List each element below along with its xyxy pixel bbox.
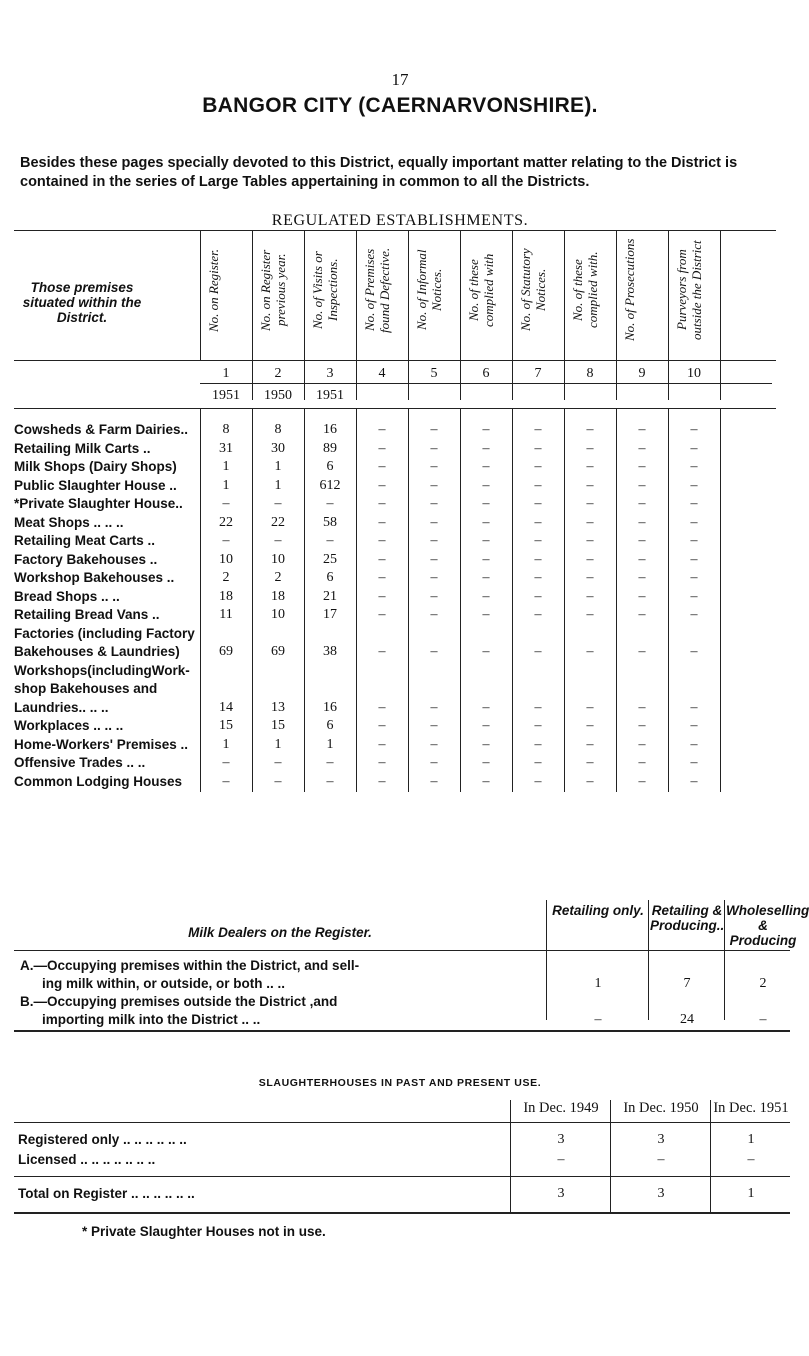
table-cell: – <box>326 533 334 548</box>
table-cell: 6 <box>326 718 334 733</box>
table-cell: – <box>326 755 334 770</box>
milk-cell: – <box>594 1012 602 1027</box>
table-cell: – <box>534 736 542 752</box>
table-cell: – <box>638 459 646 474</box>
row-label: Workplaces .. .. .. <box>14 718 124 733</box>
table-cell: – <box>274 496 282 511</box>
column-number: 8 <box>586 366 594 381</box>
table-cell: – <box>430 699 438 715</box>
table-cell: 58 <box>323 514 337 530</box>
intro-paragraph: Besides these pages specially devoted to this District, equally important matter relating to the District is contained in the series of Large Tables appertaining in common to all the Districts. <box>20 155 738 190</box>
milk-row-label: A.—Occupying premises within the District, and sell- <box>20 958 360 973</box>
table-cell: – <box>482 422 490 437</box>
table-cell: 15 <box>271 718 285 733</box>
table-cell: 25 <box>323 551 337 567</box>
column-year: 1951 <box>212 388 240 403</box>
table-cell: – <box>222 533 230 548</box>
column-header: Purveyors from outside the District <box>674 240 704 340</box>
rule <box>512 408 513 792</box>
table-cell: – <box>378 607 386 622</box>
table-cell: – <box>638 755 646 770</box>
table-cell: – <box>430 718 438 733</box>
table-cell: – <box>430 477 438 493</box>
table-cell: 18 <box>219 588 233 604</box>
table-cell: 69 <box>219 644 233 659</box>
rule <box>460 408 461 792</box>
table-cell: – <box>534 699 542 715</box>
table-cell: – <box>586 607 594 622</box>
slaughter-cell: – <box>657 1152 665 1167</box>
table-cell: – <box>690 514 698 530</box>
table-cell: – <box>638 496 646 511</box>
milk-column-header: Retailing & Producing.. <box>650 903 725 933</box>
milk-column-header: Wholeselling & Producing <box>726 903 809 948</box>
table-cell: – <box>482 755 490 770</box>
table-cell: – <box>586 644 594 659</box>
rule <box>14 1212 790 1214</box>
table-cell: – <box>586 496 594 511</box>
table-cell: – <box>638 644 646 659</box>
table-cell: – <box>430 736 438 752</box>
table-cell: 11 <box>219 607 233 622</box>
table-cell: – <box>534 496 542 511</box>
table-cell: 17 <box>323 607 337 622</box>
table-cell: – <box>586 699 594 715</box>
slaughter-cell: – <box>747 1152 755 1167</box>
column-header: No. of Premises found Defective. <box>362 247 392 333</box>
column-number: 1 <box>222 366 230 381</box>
table-cell: – <box>690 477 698 493</box>
table-cell: – <box>378 755 386 770</box>
table-cell: – <box>638 422 646 437</box>
row-label: Offensive Trades .. .. <box>14 755 146 770</box>
table-cell: 612 <box>319 477 341 493</box>
column-header: No. of Informal Notices. <box>414 249 444 331</box>
slaughter-row-label: Registered only .. .. .. .. .. .. <box>18 1132 187 1147</box>
table-cell: – <box>690 533 698 548</box>
column-number: 7 <box>534 366 542 381</box>
table-cell: – <box>638 440 646 456</box>
table-cell: – <box>482 736 490 752</box>
column-number: 2 <box>274 366 282 381</box>
table-cell: – <box>482 514 490 530</box>
table-cell: 1 <box>326 736 334 752</box>
table-cell: – <box>586 773 594 789</box>
row-label: Workshops(includingWork- <box>14 662 190 678</box>
table-cell: – <box>430 755 438 770</box>
table-cell: 1 <box>274 736 282 752</box>
column-header: No. of these complied with <box>466 253 496 327</box>
page-title: BANGOR CITY (CAERNARVONSHIRE). <box>202 94 598 117</box>
table-cell: 31 <box>219 440 233 456</box>
table-cell: – <box>690 607 698 622</box>
table-cell: – <box>690 773 698 789</box>
table-cell: – <box>534 773 542 789</box>
table-cell: – <box>378 459 386 474</box>
table-cell: – <box>430 440 438 456</box>
table-cell: – <box>638 588 646 604</box>
table-cell: – <box>638 736 646 752</box>
table-cell: – <box>326 773 334 789</box>
table-cell: – <box>638 773 646 789</box>
row-label: Factories (including Factory <box>14 625 195 641</box>
column-number: 5 <box>430 366 438 381</box>
slaughter-total-cell: 1 <box>747 1186 755 1201</box>
milk-column-header: Retailing only. <box>552 903 644 918</box>
table-cell: – <box>482 533 490 548</box>
table-cell: 16 <box>323 422 337 437</box>
rule <box>724 900 725 1020</box>
table-cell: – <box>222 496 230 511</box>
table-cell: – <box>586 588 594 604</box>
slaughter-total-label: Total on Register .. .. .. .. .. .. <box>18 1186 195 1201</box>
table-cell: – <box>482 459 490 474</box>
table-cell: – <box>586 422 594 437</box>
table-cell: – <box>690 422 698 437</box>
table-cell: – <box>378 644 386 659</box>
rule <box>200 230 201 360</box>
table-cell: 18 <box>271 588 285 604</box>
table-cell: 8 <box>274 422 282 437</box>
table-cell: – <box>378 477 386 493</box>
rule <box>200 383 772 384</box>
table-cell: – <box>482 440 490 456</box>
table-cell: 10 <box>271 607 285 622</box>
rule <box>14 950 790 951</box>
table-cell: 16 <box>323 699 337 715</box>
slaughter-column-header: In Dec. 1950 <box>623 1100 699 1116</box>
rule <box>610 1100 611 1212</box>
table-cell: 15 <box>219 718 233 733</box>
table-cell: – <box>534 459 542 474</box>
table-cell: – <box>326 496 334 511</box>
milk-cell: 1 <box>594 976 602 991</box>
slaughter-cell: – <box>557 1152 565 1167</box>
table-cell: – <box>534 718 542 733</box>
table-cell: 13 <box>271 699 285 715</box>
rule <box>668 408 669 792</box>
row-label: *Private Slaughter House.. <box>14 496 183 511</box>
column-number: 3 <box>326 366 334 381</box>
regulated-establishments-title: REGULATED ESTABLISHMENTS. <box>271 212 529 229</box>
table-cell: 30 <box>271 440 285 456</box>
table-cell: – <box>638 607 646 622</box>
table-cell: – <box>586 533 594 548</box>
table-cell: – <box>274 755 282 770</box>
row-label: Workshop Bakehouses .. <box>14 570 175 585</box>
table-cell: 69 <box>271 644 285 659</box>
table-cell: – <box>430 607 438 622</box>
milk-cell: 7 <box>683 976 691 991</box>
table-cell: – <box>586 440 594 456</box>
column-header: No. on Register. <box>206 248 221 332</box>
table-cell: – <box>482 718 490 733</box>
row-label: shop Bakehouses and <box>14 681 158 696</box>
milk-row-label: ing milk within, or outside, or both .. .. <box>42 976 285 991</box>
rule <box>14 1176 790 1177</box>
slaughter-cell: 3 <box>657 1132 665 1147</box>
column-header: No. of Visits or Inspections. <box>310 251 340 329</box>
row-label: Retailing Bread Vans .. <box>14 607 160 622</box>
table-cell: – <box>690 699 698 715</box>
rule <box>14 1030 790 1032</box>
table-cell: – <box>534 755 542 770</box>
row-label: Common Lodging Houses <box>14 773 182 789</box>
slaughter-column-header: In Dec. 1951 <box>713 1100 789 1116</box>
table-cell: – <box>690 496 698 511</box>
column-header: No. of Prosecutions <box>622 238 637 342</box>
table-cell: – <box>222 755 230 770</box>
table-cell: – <box>430 496 438 511</box>
milk-dealers-header: Milk Dealers on the Register. <box>188 925 372 940</box>
table-cell: – <box>534 514 542 530</box>
row-label: Meat Shops .. .. .. <box>14 514 124 530</box>
milk-cell: – <box>759 1012 767 1027</box>
row-label: Bread Shops .. .. <box>14 588 120 604</box>
table-cell: – <box>378 570 386 585</box>
row-label: Milk Shops (Dairy Shops) <box>14 459 177 474</box>
table-cell: – <box>378 588 386 604</box>
table-cell: – <box>482 588 490 604</box>
rule <box>252 408 253 792</box>
slaughterhouses-title: SLAUGHTERHOUSES IN PAST AND PRESENT USE. <box>258 1077 542 1089</box>
table-cell: – <box>378 496 386 511</box>
table-cell: – <box>586 514 594 530</box>
table-cell: – <box>586 736 594 752</box>
table-cell: – <box>534 477 542 493</box>
table-cell: 22 <box>219 514 233 530</box>
rule <box>564 408 565 792</box>
slaughter-cell: 1 <box>747 1132 755 1147</box>
rule <box>14 1122 790 1123</box>
table-cell: – <box>378 773 386 789</box>
table-cell: – <box>690 755 698 770</box>
table-cell: – <box>586 477 594 493</box>
table-cell: – <box>430 551 438 567</box>
row-label: Public Slaughter House .. <box>14 477 177 493</box>
column-number: 6 <box>482 366 490 381</box>
table-cell: – <box>482 699 490 715</box>
rule <box>720 408 721 792</box>
table-cell: – <box>638 570 646 585</box>
table-cell: – <box>534 422 542 437</box>
table-cell: – <box>378 514 386 530</box>
table-cell: – <box>482 496 490 511</box>
column-header: No. of Statutory Notices. <box>518 248 548 332</box>
table-cell: – <box>586 551 594 567</box>
table-cell: 1 <box>222 736 230 752</box>
table-cell: – <box>378 699 386 715</box>
table-cell: – <box>482 644 490 659</box>
table-cell: – <box>638 477 646 493</box>
slaughter-row-label: Licensed .. .. .. .. .. .. .. <box>18 1152 156 1167</box>
table-cell: – <box>690 570 698 585</box>
table-cell: – <box>378 736 386 752</box>
table-cell: 2 <box>274 570 282 585</box>
table-cell: 14 <box>219 699 233 715</box>
table-cell: – <box>430 588 438 604</box>
rule <box>720 230 721 400</box>
table-cell: – <box>586 718 594 733</box>
table-cell: – <box>534 533 542 548</box>
milk-cell: 2 <box>759 976 767 991</box>
premises-header: Those premises situated within the District. <box>22 280 142 325</box>
table-cell: 8 <box>222 422 230 437</box>
milk-row-label: importing milk into the District .. .. <box>42 1012 261 1027</box>
table-cell: 1 <box>222 459 230 474</box>
table-cell: – <box>378 533 386 548</box>
table-cell: – <box>534 588 542 604</box>
column-year: 1951 <box>316 388 344 403</box>
table-cell: 38 <box>323 644 337 659</box>
table-cell: – <box>482 607 490 622</box>
table-cell: – <box>482 477 490 493</box>
milk-row-label: B.—Occupying premises outside the District ,and <box>20 994 338 1009</box>
column-number: 4 <box>378 366 386 381</box>
page-number: 17 <box>391 70 409 89</box>
row-label: Home-Workers' Premises .. <box>14 736 189 752</box>
table-cell: – <box>274 533 282 548</box>
footnote: * Private Slaughter Houses not in use. <box>82 1224 326 1239</box>
row-label: Factory Bakehouses .. <box>14 551 158 567</box>
table-cell: 6 <box>326 459 334 474</box>
column-number: 9 <box>638 366 646 381</box>
rule <box>648 900 649 1020</box>
table-cell: – <box>534 644 542 659</box>
table-cell: – <box>586 755 594 770</box>
table-cell: 2 <box>222 570 230 585</box>
rule <box>356 408 357 792</box>
table-cell: – <box>534 607 542 622</box>
table-cell: – <box>378 440 386 456</box>
table-cell: – <box>690 588 698 604</box>
column-year: 1950 <box>264 388 292 403</box>
table-cell: – <box>638 699 646 715</box>
column-header: No. of these complied with. <box>570 251 600 329</box>
rule <box>510 1100 511 1212</box>
table-cell: – <box>586 570 594 585</box>
table-cell: 22 <box>271 514 285 530</box>
table-cell: – <box>534 551 542 567</box>
row-label: Retailing Milk Carts .. <box>14 440 151 456</box>
table-cell: – <box>638 551 646 567</box>
table-cell: – <box>690 459 698 474</box>
table-cell: – <box>482 551 490 567</box>
table-cell: – <box>638 514 646 530</box>
rule <box>14 408 776 409</box>
table-cell: – <box>586 459 594 474</box>
table-cell: 1 <box>274 477 282 493</box>
table-cell: – <box>222 773 230 789</box>
table-cell: – <box>690 551 698 567</box>
rule <box>546 900 547 1020</box>
column-number: 10 <box>687 366 701 381</box>
table-cell: 10 <box>271 551 285 567</box>
rule <box>710 1100 711 1212</box>
rule <box>408 408 409 792</box>
table-cell: – <box>638 718 646 733</box>
table-cell: – <box>430 422 438 437</box>
row-label: Cowsheds & Farm Dairies.. <box>14 422 189 437</box>
table-cell: 21 <box>323 588 337 604</box>
table-cell: 1 <box>222 477 230 493</box>
table-cell: – <box>638 533 646 548</box>
table-cell: – <box>690 736 698 752</box>
table-cell: – <box>378 422 386 437</box>
table-cell: – <box>378 718 386 733</box>
table-cell: – <box>430 570 438 585</box>
table-cell: – <box>378 551 386 567</box>
table-cell: – <box>534 570 542 585</box>
table-cell: 6 <box>326 570 334 585</box>
slaughter-total-cell: 3 <box>657 1186 665 1201</box>
table-cell: – <box>690 718 698 733</box>
rule <box>304 408 305 792</box>
milk-cell: 24 <box>680 1012 694 1027</box>
table-cell: – <box>430 773 438 789</box>
rule <box>14 360 776 361</box>
row-label: Bakehouses & Laundries) <box>14 644 180 659</box>
table-cell: 10 <box>219 551 233 567</box>
slaughter-total-cell: 3 <box>557 1186 565 1201</box>
rule <box>616 408 617 792</box>
column-header: No. on Register previous year. <box>258 249 288 331</box>
table-cell: – <box>690 440 698 456</box>
table-cell: – <box>690 644 698 659</box>
rule <box>200 408 201 792</box>
slaughter-cell: 3 <box>557 1132 565 1147</box>
slaughter-column-header: In Dec. 1949 <box>523 1100 599 1116</box>
rule <box>14 230 776 231</box>
table-cell: – <box>430 533 438 548</box>
table-cell: – <box>482 570 490 585</box>
row-label: Retailing Meat Carts .. <box>14 533 156 548</box>
table-cell: – <box>430 514 438 530</box>
table-cell: 89 <box>323 440 337 456</box>
table-cell: – <box>534 440 542 456</box>
table-cell: – <box>430 459 438 474</box>
table-cell: – <box>430 644 438 659</box>
table-cell: – <box>482 773 490 789</box>
table-cell: – <box>274 773 282 789</box>
table-cell: 1 <box>274 459 282 474</box>
row-label: Laundries.. .. .. <box>14 699 109 715</box>
